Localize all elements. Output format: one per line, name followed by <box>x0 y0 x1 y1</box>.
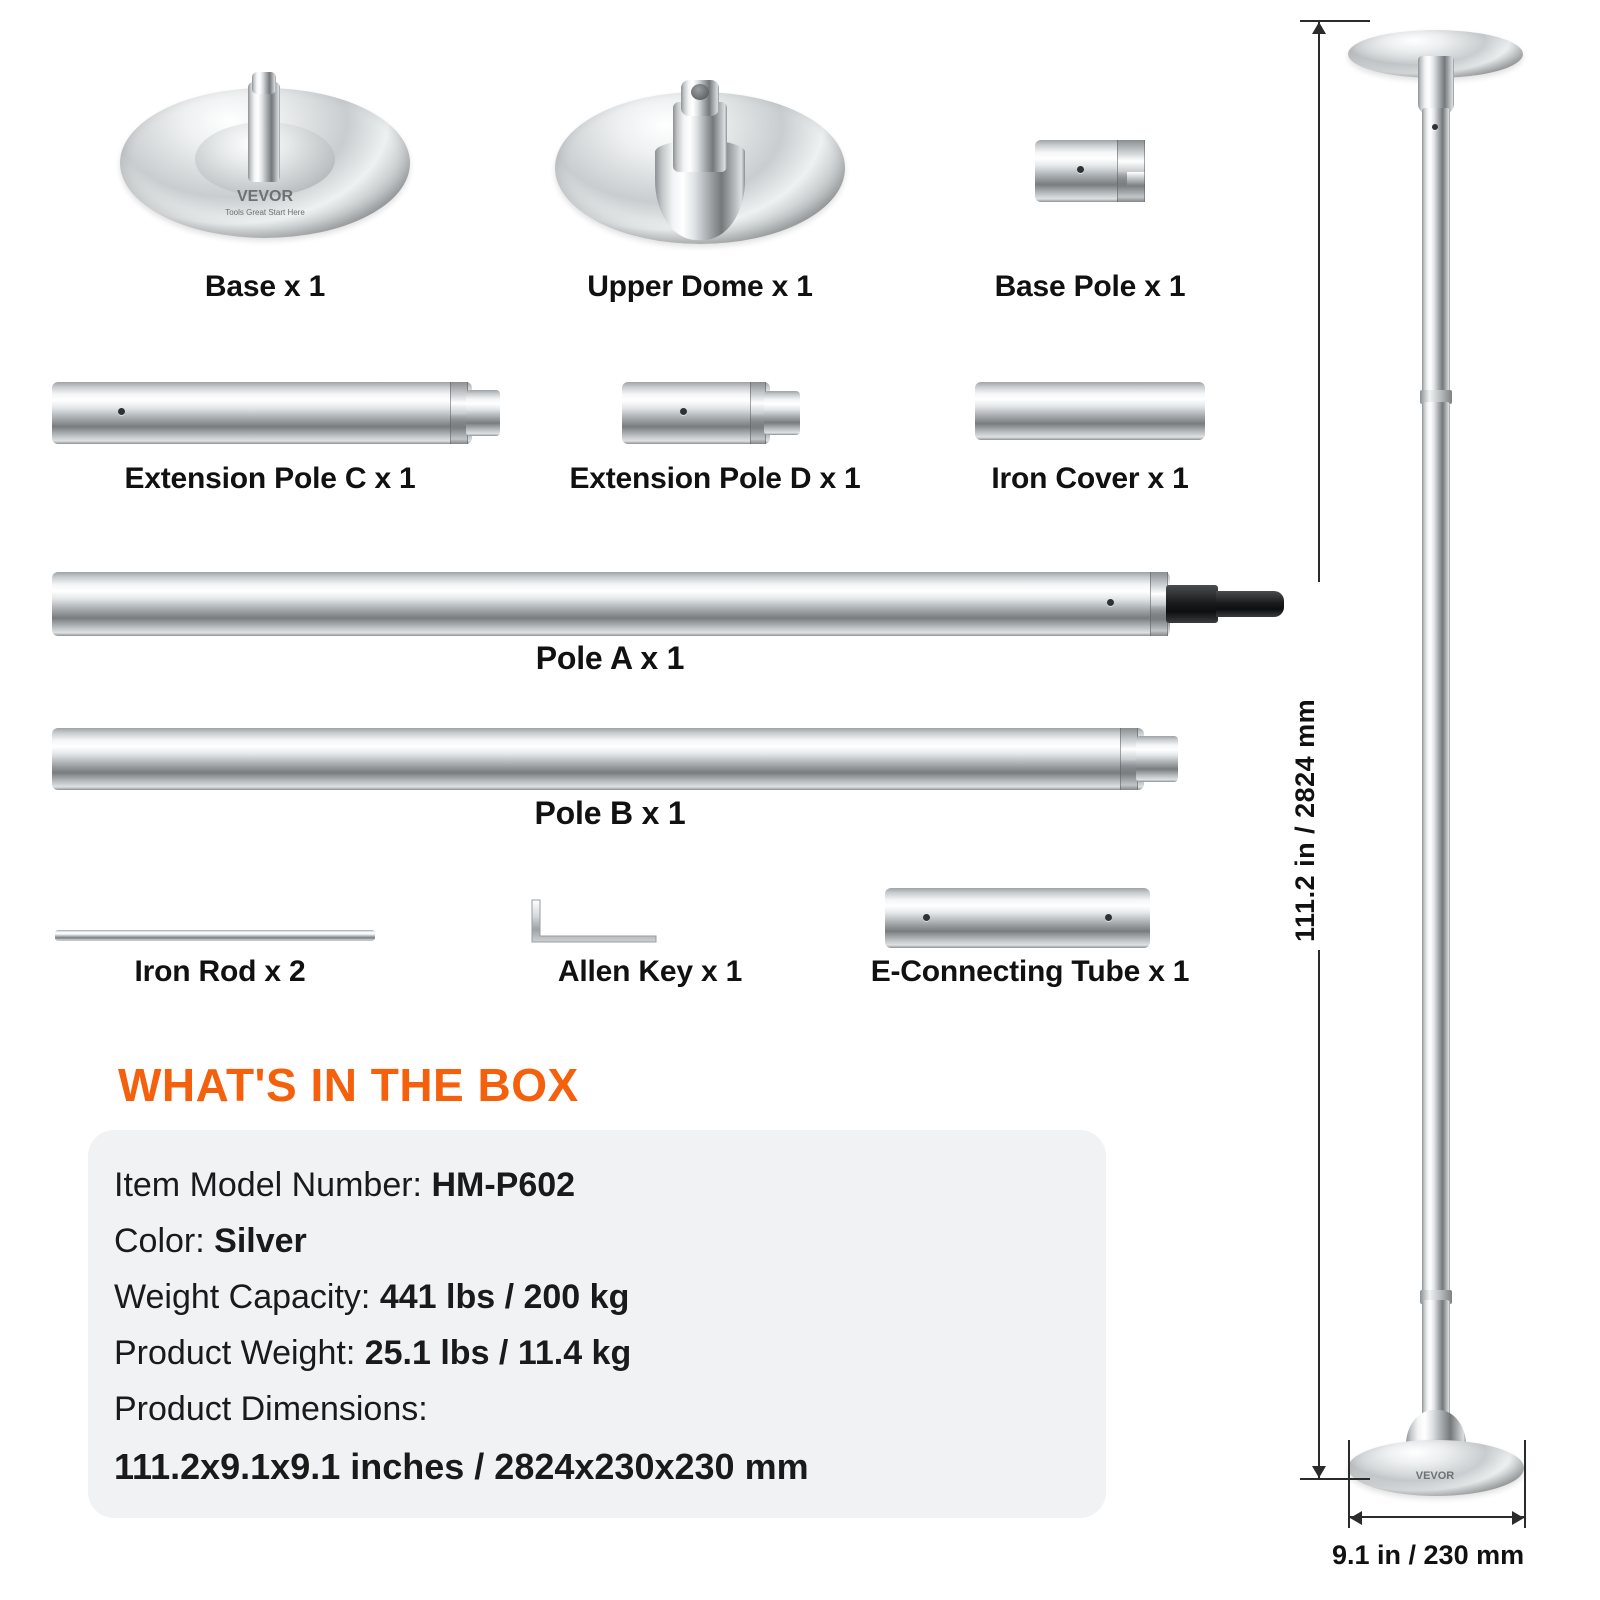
spec-value-color: Silver <box>214 1222 307 1260</box>
part-label-e-connecting-tube: E-Connecting Tube x 1 <box>870 955 1190 988</box>
spec-row-product-dimensions-value <box>114 1446 809 1488</box>
spec-row-model <box>114 1166 575 1205</box>
base-stub-tip <box>252 72 276 94</box>
part-label-extension-pole-d: Extension Pole D x 1 <box>569 462 861 495</box>
width-dim-arrow-left <box>1350 1511 1362 1525</box>
spec-label-model: Item Model Number: <box>114 1166 422 1204</box>
ext-d-body <box>622 382 770 444</box>
part-label-pole-a: Pole A x 1 <box>535 640 685 676</box>
pole-b-thread <box>1136 736 1178 782</box>
part-label-iron-rod: Iron Rod x 2 <box>134 955 306 988</box>
assembled-upper-hole <box>1432 124 1438 130</box>
spec-row-product-weight <box>114 1334 631 1373</box>
height-dim-label: 111.2 in / 2824 mm <box>1290 698 1320 942</box>
height-dim-arrow-top <box>1312 22 1326 34</box>
base-pole-hole <box>1077 166 1084 173</box>
assembled-main-shaft <box>1422 402 1450 1298</box>
ext-c-hole <box>118 408 125 415</box>
base-stub <box>248 82 280 182</box>
spec-panel <box>88 1130 1106 1518</box>
part-label-iron-cover: Iron Cover x 1 <box>991 462 1189 495</box>
part-extension-pole-c <box>52 382 497 444</box>
width-dim-arrow-right <box>1512 1511 1524 1525</box>
part-label-upper-dome: Upper Dome x 1 <box>587 270 813 303</box>
part-label-allen-key: Allen Key x 1 <box>557 955 743 988</box>
part-iron-rod <box>55 930 375 946</box>
part-label-base-pole: Base Pole x 1 <box>994 270 1186 303</box>
base-brand-sub: Tools Great Start Here <box>225 208 305 217</box>
part-label-pole-b: Pole B x 1 <box>534 795 686 831</box>
e-tube-hole-right <box>1105 914 1112 921</box>
part-pole-b <box>52 728 1182 790</box>
width-dim-tick-right <box>1524 1440 1526 1528</box>
spec-value-product-dimensions: 111.2x9.1x9.1 inches / 2824x230x230 mm <box>114 1446 809 1487</box>
assembled-upper-shaft <box>1422 108 1450 398</box>
part-pole-a <box>52 572 1277 636</box>
dome-bolt-hole <box>691 84 709 100</box>
pole-b-body <box>52 728 1144 790</box>
height-dim-line-lower <box>1318 950 1320 1478</box>
ext-d-hole <box>680 408 687 415</box>
spec-label-product-weight: Product Weight: <box>114 1334 356 1372</box>
height-dim-tick-top <box>1300 20 1370 22</box>
ext-c-body <box>52 382 472 444</box>
part-base-pole <box>1035 140 1145 202</box>
assembled-base-disc <box>1348 1440 1524 1496</box>
spec-label-color: Color: <box>114 1222 205 1260</box>
pole-a-body <box>52 572 1170 636</box>
part-iron-cover <box>975 382 1205 444</box>
height-dim-tick-bottom <box>1300 1478 1370 1480</box>
height-dim-line-upper <box>1318 22 1320 582</box>
spec-value-weight-capacity: 441 lbs / 200 kg <box>379 1278 630 1316</box>
width-dim-line <box>1350 1516 1524 1518</box>
base-brand-mark: VEVOR <box>236 188 293 205</box>
spec-row-product-dimensions <box>114 1390 428 1429</box>
ext-d-thread <box>764 391 800 435</box>
section-title: WHAT'S IN THE BOX <box>118 1059 579 1111</box>
spec-row-color <box>114 1222 307 1261</box>
base-pole-band <box>1117 140 1145 202</box>
width-dim-label: 9.1 in / 230 mm <box>1332 1540 1525 1570</box>
spec-label-weight-capacity: Weight Capacity: <box>114 1278 371 1316</box>
assembled-top-collar <box>1418 56 1454 114</box>
iron-cover-body <box>975 382 1205 440</box>
spec-value-model: HM-P602 <box>431 1166 576 1204</box>
part-extension-pole-d <box>622 382 802 444</box>
part-e-connecting-tube <box>885 888 1150 950</box>
pole-a-black-connector <box>1166 585 1218 623</box>
part-label-extension-pole-c: Extension Pole C x 1 <box>124 462 416 495</box>
e-tube-hole-left <box>923 914 930 921</box>
part-upper-dome <box>555 40 845 250</box>
assembled-pole <box>1330 12 1560 1522</box>
spec-row-weight-capacity <box>114 1278 629 1317</box>
spec-value-product-weight: 25.1 lbs / 11.4 kg <box>364 1334 632 1372</box>
spec-label-product-dimensions: Product Dimensions: <box>114 1390 428 1428</box>
height-dim-arrow-bottom <box>1312 1466 1326 1478</box>
allen-key-icon <box>530 898 660 954</box>
part-base <box>120 40 410 245</box>
ext-c-thread <box>466 390 500 436</box>
pole-a-hole <box>1107 599 1114 606</box>
part-allen-key <box>530 898 660 954</box>
iron-rod-body <box>55 930 375 941</box>
assembled-base-brand-mark: VEVOR <box>1415 1470 1455 1482</box>
pole-a-black-tip <box>1216 591 1284 617</box>
part-label-base: Base x 1 <box>204 270 326 303</box>
